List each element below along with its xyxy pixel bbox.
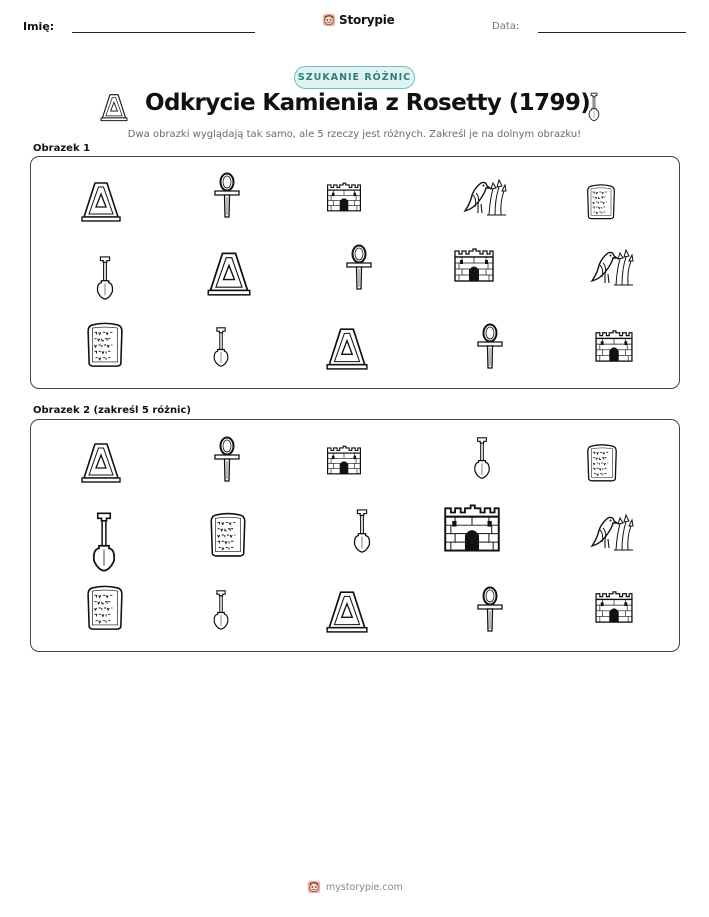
ankh-icon: [344, 242, 374, 294]
shovel-icon: [94, 255, 116, 301]
castle-icon: [325, 181, 363, 213]
footer: [307, 880, 403, 894]
tablet-icon: [586, 440, 618, 486]
instructions: Dwa obrazki wyglądają tak samo, ale 5 rzeczy jest różnych. Zakreśl je na dolnym obrazku!: [127, 129, 582, 140]
pyramid-icon: [206, 249, 252, 297]
picture-1-panel: [30, 156, 680, 389]
bird-icon: [586, 510, 634, 554]
tablet-icon: [86, 584, 124, 632]
tablet-icon: [209, 512, 247, 558]
castle-icon: [593, 590, 635, 624]
activity-badge: SZUKANIE RÓŻNIC: [294, 66, 415, 89]
bird-icon: [459, 177, 507, 217]
tablet-icon: [86, 321, 124, 369]
name-label: Imię:: [23, 20, 55, 33]
tablet-icon: [586, 180, 616, 224]
storypie-logo-icon: [322, 13, 336, 27]
pyramid-icon: [81, 440, 121, 484]
shovel-icon: [89, 510, 119, 574]
brand-logo: [322, 13, 395, 27]
ankh-icon: [475, 583, 505, 637]
ankh-icon: [212, 171, 242, 221]
date-label: Data:: [492, 21, 520, 32]
shovel-icon: [586, 92, 602, 122]
pyramid-icon: [81, 179, 121, 223]
castle-icon: [325, 444, 363, 476]
name-line[interactable]: [72, 32, 255, 33]
shovel-icon: [211, 587, 231, 633]
castle-icon: [441, 502, 503, 554]
pyramid-icon: [100, 92, 128, 122]
shovel-icon: [471, 436, 493, 480]
castle-icon: [593, 329, 635, 363]
bird-icon: [586, 245, 634, 289]
panel1-label: Obrazek 1: [33, 143, 91, 154]
ankh-icon: [212, 434, 242, 486]
shovel-icon: [351, 508, 373, 554]
storypie-logo-icon: [307, 880, 321, 894]
picture-2-panel[interactable]: [30, 419, 680, 652]
pyramid-icon: [326, 588, 368, 634]
page-title: Odkrycie Kamienia z Rosetty (1799): [145, 90, 591, 116]
pyramid-icon: [326, 325, 368, 371]
castle-icon: [452, 247, 496, 283]
footer-url[interactable]: mystorypie.com: [326, 881, 403, 893]
panel2-label: Obrazek 2 (zakreśl 5 różnic): [33, 405, 191, 416]
brand-name: Storypie: [339, 13, 395, 27]
shovel-icon: [211, 324, 231, 370]
date-line[interactable]: [538, 32, 686, 33]
ankh-icon: [475, 320, 505, 374]
